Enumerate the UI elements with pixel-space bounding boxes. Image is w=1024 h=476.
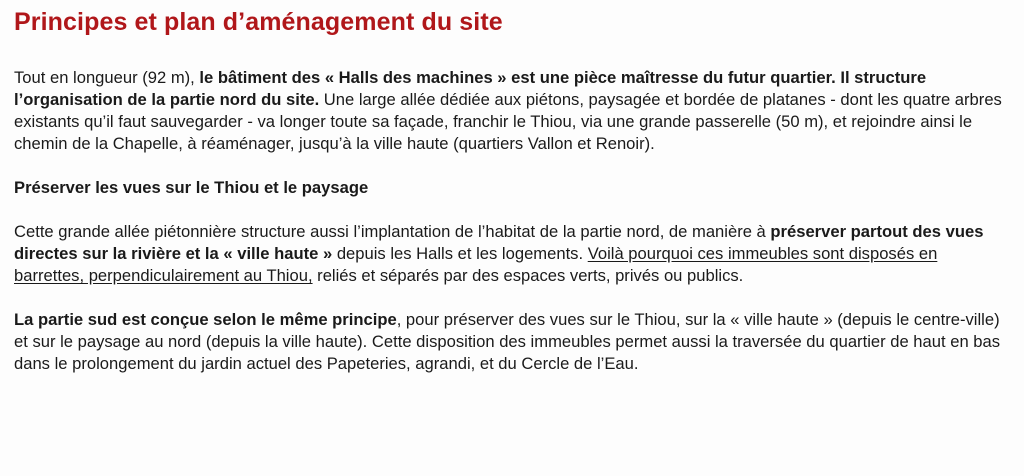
page-title: Principes et plan d’aménagement du site — [14, 8, 503, 36]
paragraph-sud-bold: La partie sud est conçue selon le même principe — [14, 310, 397, 329]
section-subheading: Préserver les vues sur le Thiou et le paysage — [14, 178, 369, 197]
paragraph-vues-bold: préserver partout des vues directes sur la rivière et la « ville haute » — [14, 222, 984, 263]
paragraph-vues-middle: depuis les Halls et les logements. — [332, 244, 588, 263]
paragraph-sud — [14, 309, 1002, 375]
paragraph-halls-intro: Tout en longueur (92 m), — [14, 68, 200, 87]
paragraph-halls — [14, 67, 1002, 155]
paragraph-sud-rest: , pour préserver des vues sur le Thiou, sur la « ville haute » (depuis le centre-ville) et sur le paysage au nord (depuis la ville haute). Cette disposition des immeubles permet aussi la traversée du quartier de haut en bas dans le prolongement du jardin actuel des Papeteries, agrandi, et du Cercle de l’Eau. — [14, 310, 1001, 373]
paragraph-vues-intro: Cette grande allée piétonnière structure aussi l’implantation de l’habitat de la partie nord, de manière à — [14, 222, 771, 241]
paragraph-halls-rest: Une large allée dédiée aux piétons, paysagée et bordée de platanes - dont les quatre arbres existants qu’il faut sauvegarder - va longer toute sa façade, franchir le Thiou, via une grande passerelle (50 m), et rejoindre ainsi le chemin de la Chapelle, à réaménager, jusqu’à la ville haute (quartiers Vallon et Renoir). — [14, 90, 1002, 153]
paragraph-halls-bold: le bâtiment des « Halls des machines » est une pièce maîtresse du futur quartier. Il structure l’organisation de la partie nord du site. — [14, 68, 927, 109]
paragraph-vues-underlined: Voilà pourquoi ces immeubles sont disposés en barrettes, perpendiculairement au Thiou, — [14, 244, 938, 285]
paragraph-vues — [14, 221, 1002, 287]
paragraph-vues-end: reliés et séparés par des espaces verts, privés ou publics. — [312, 266, 744, 285]
